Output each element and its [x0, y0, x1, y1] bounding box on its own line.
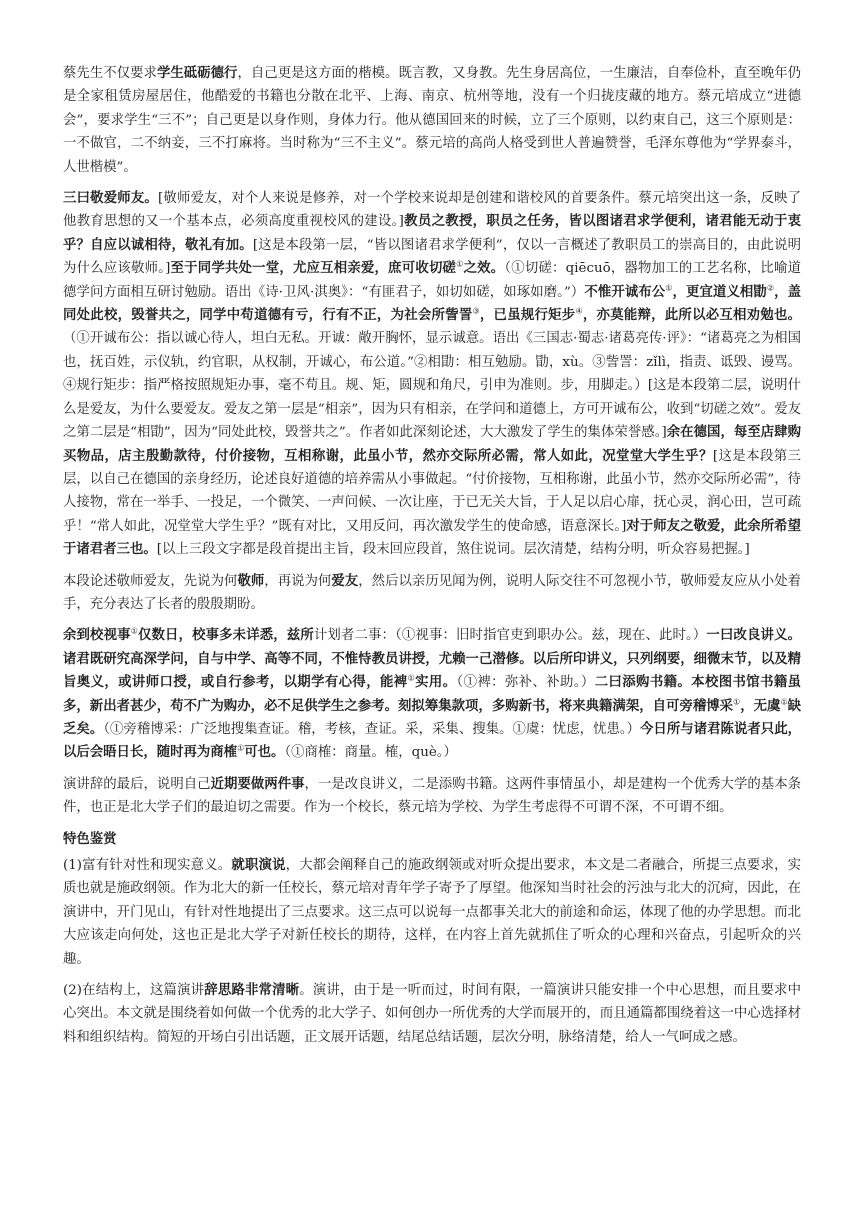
text-run: （①裨：弥补、补助。）	[456, 675, 595, 691]
paragraph-summary	[63, 570, 801, 617]
bold-text-run: 可也。	[244, 744, 285, 761]
text-run: ，再说为何	[264, 573, 332, 589]
text-run: [敬师爱友，对个人来说是修养，对一个学校来说却是创建和谐校风的首要条件。蔡元培突出这一条，反映了他教育思想的又一个基本点，必须高度重视校风的建设。]	[63, 191, 801, 230]
text-run: 。演讲，由于是一听而过，时间有限，一篇演讲只能安排一个中心思想，而且要求中心突出。本文就是围绕着如何做一个优秀的北大学子、如何创办一所优秀的大学而展开的，而且通篇都围绕着这一中心选择材料和组织结构。简短的开场白引出话题，正文展开话题，结尾总结话题，层次分明，脉络清楚，给人一气呵成之感。	[63, 983, 802, 1045]
text-run: ，一是改良讲义，二是添购书籍。这两件事情虽小，却是建构一个优秀大学的基本条件，也正是北大学子们的最迫切之需要。作为一个校长，蔡元培为学校、为学生考虑得不可谓不深，不可谓不细。	[63, 776, 802, 816]
appreciation-point-1	[63, 854, 801, 971]
footnote-marker: ②	[766, 283, 775, 293]
bold-text-run: ，已虽规行矩步	[479, 307, 576, 324]
section-heading: 特色鉴赏	[63, 830, 117, 847]
text-run: 本段论述敬师爱友，先说为何	[63, 573, 238, 589]
bold-text-run: 学生砥砺德行	[156, 65, 238, 81]
bold-text-run: 缺乏矣。	[63, 697, 802, 737]
footnote-marker: ①	[407, 673, 416, 683]
text-run: [这是本段第一层，“皆以图诸君求学便利”，仅以一言概述了教职员工的崇高目的，由此说明为什么应该敬师。]	[63, 237, 801, 277]
bold-text-run: 就职演说	[231, 857, 286, 873]
text-run: [以上三段文字都是段首提出主旨，段末回应段首，煞住说词。层次清楚，结构分明，听众容易把握。]	[156, 542, 750, 558]
bold-text-run: 近期要做两件事	[210, 775, 305, 792]
footnote-marker: ④	[575, 306, 583, 316]
paragraph-teacher-example	[63, 62, 801, 179]
bold-text-run: 三曰敬爱师友。	[63, 190, 158, 207]
text-run: ，自己更是这方面的楷模。既言教，又身教。先生身居高位，一生廉洁，自奉俭朴，直至晚年仍是全家租赁房屋居住，他酷爱的书籍也分散在北平、上海、南京、杭州等地，没有一个归拢庋藏的地方。蔡元培成立“进德会”，要求学生“三不”；自己更是以身作则，身体力行。他从德国回来的时候，立了三个原则，以约束自己，这三个原则是：一不做官，二不纳妾，三不打麻将。当时称为“三不主义”。蔡元培的高尚人格受到世人普遍赞誉，毛泽东尊他为“学界泰斗，人世楷模”。	[63, 66, 802, 175]
bold-text-run: 敬师	[237, 572, 265, 589]
text-run: （①旁稽博采：广泛地搜集查证。稽，考核，查证。采，采集、搜集。①虞：忧虑，忧患。）	[103, 721, 641, 737]
text-run: [这是本段第三层，以自己在德国的亲身经历，论述良好道德的培养需从小事做起。“付价接物，互相称谢，此虽小节，然亦交际所必需”，待人接物，常在一举手、一投足，一个微笑、一声问候、一次让座，于已无关大旨，于人足以启心扉，抚心灵，润心田，岂可疏乎！“常人如此，况堂堂大学生乎？”既有对比，又用反问，再次激发学生的使命感，语意深长。]	[63, 448, 801, 534]
bold-text-run: 辞思路非常清晰	[204, 982, 300, 999]
text-run: 计划者二事：	[313, 628, 396, 644]
appreciation-point-2	[63, 979, 801, 1049]
footnote-marker: ①	[780, 697, 788, 707]
appreciation-section	[63, 854, 801, 1049]
bold-text-run: ，盖同处此校，毁誉共之，同学中苟道德有亏，行有不正，为社会所訾詈	[63, 283, 802, 324]
bold-text-run: 余到校视事	[63, 627, 131, 644]
text-run: ，然后以亲历见闻为例，说明人际交往不可忽视小节，敬师爱友应从小处着手，充分表达了长者的殷殷期盼。	[63, 573, 802, 612]
document-page	[63, 62, 801, 1057]
bold-text-run: ，无虞	[740, 697, 781, 714]
bold-text-run: 之效。	[463, 260, 505, 277]
text-run: （①开诚布公：指以诚心待人，坦白无私。开诚：敞开胸怀，显示诚意。语出《三国志·蜀志·诸葛亮传·评》：“诸葛亮之为相国也，抚百姓，示仪轨，约官职，从权制，开诚心，布公道。”②相勖：相互勉励。勖，xù。③訾詈：zǐlì，指责、诋毁、谩骂。④规行矩步：指严格按照规矩办事，毫不苟且。规、矩，圆规和角尺，引申为准则。步，用脚走。）[这是本段第二层，说明什么是爱友，为什么要爱友。爱友之第一层是“相亲”，因为只有相亲，在学问和道德上，方可开诚布公，收到“切磋之效”。爱友之第二层是“相勖”，因为“同处此校，毁誉共之”。作者如此深刻论述，大大激发了学生的集体荣誉感。]	[63, 331, 801, 441]
paragraph-respect-teachers-friends	[63, 187, 801, 562]
bold-text-run: 二曰添购书籍。本校图书馆书籍虽多，新出者甚少，苟不广为购办，必不足供学生之参考。刻拟筹集款项，多购新书，将来典籍满架，自可旁稽博采	[63, 674, 802, 714]
bold-text-run: 至于同学共处一堂，尤应互相亲爱，庶可收切磋	[170, 260, 457, 277]
body-text	[63, 62, 801, 820]
bold-text-run: 仅数日，校事多未详悉，兹所	[137, 627, 314, 644]
bold-text-run: 余在德国，每至店肆购买物品，店主殷勤款待，付价接物，互相称谢，此虽小节，然亦交际所必需，常人如此，况堂堂大学生乎？	[63, 424, 801, 464]
footnote-marker: ①	[733, 697, 741, 707]
bold-text-run: 实用。	[415, 674, 457, 691]
bold-text-run: ，更宜道义相勖	[672, 283, 767, 300]
bold-text-run: 一曰改良讲义。诸君既研究高深学问，自与中学、高等不同，不惟恃教员讲授，尤赖一己潜修。以后所印讲义，只列纲要，细微末节，以及精旨奥义，或讲师口授，或自行参考，以期学有心得，能裨	[63, 627, 801, 691]
text-run: ，大都会阐释自己的施政纲领或对听众提出要求，本文是二者融合，所提三点要求，实质也就是施政纲领。作为北大的新一任校长，蔡元培对青年学子寄予了厚望。他深知当时社会的污浊与北大的沉疴，因此，在演讲中，开门见山，有针对性地提出了三点要求。这三点可以说每一点都事关北大的前途和命运，体现了他的办学思想。而北大应该走向何处，这也正是北大学子对新任校长的期待，这样，在内容上首先就抓住了听众的心理和兴奋点，引起听众的兴趣。	[63, 858, 802, 967]
bold-text-run: 今日所与诸君陈说者只此，以后会晤日长，随时再为商榷	[63, 720, 802, 761]
text-run: 蔡先生不仅要求	[63, 66, 157, 81]
text-run: 演讲辞的最后，说明自己	[63, 776, 211, 792]
text-run: (2)在结构上，这篇演讲	[63, 983, 205, 999]
text-run: （①切磋：qiēcuō，器物加工的工艺名称，比喻道德学问方面相互研讨勉励。语出《诗·卫风·淇奥》：“有匪君子，如切如磋，如琢如磨。”）	[63, 261, 802, 300]
text-run: （①视事：旧时指官吏到职办公。兹，现在、此时。）	[395, 628, 707, 644]
bold-text-run: ，亦莫能辩，此所以必互相劝勉也。	[582, 307, 802, 324]
bold-text-run: 爱友	[331, 572, 359, 589]
text-run: (1)富有针对性和现实意义。	[63, 858, 232, 873]
footnote-marker: ①	[456, 259, 464, 269]
footnote-marker: ①	[130, 626, 138, 636]
footnote-marker: ①	[665, 283, 673, 293]
text-run: （①商榷：商量。榷，què。）	[284, 745, 457, 761]
bold-text-run: 教员之教授，职员之任务，皆以图诸君求学便利，诸君能无动于衷乎？自应以诚相待，敬礼有加。	[63, 213, 801, 253]
paragraph-conclusion	[63, 773, 801, 820]
footnote-marker: ③	[472, 306, 480, 316]
bold-text-run: 对于师友之敬爱，此余所希望于诸君者三也。	[63, 517, 801, 558]
paragraph-two-plans	[63, 624, 801, 764]
bold-text-run: 不惟开诚布公	[584, 283, 666, 300]
footnote-marker: ①	[237, 743, 245, 753]
